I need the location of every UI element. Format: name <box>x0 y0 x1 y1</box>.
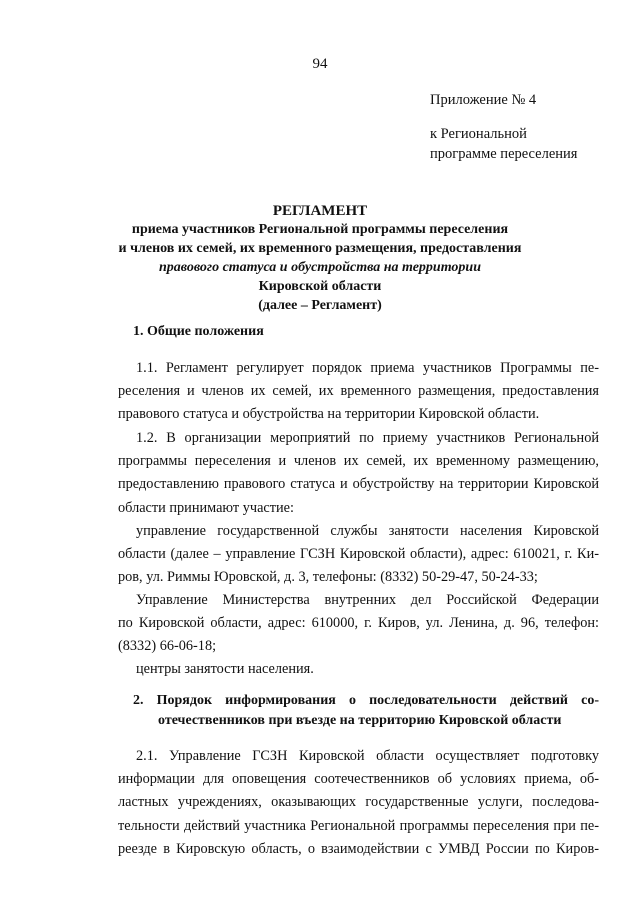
paragraph-1-1 <box>118 357 599 427</box>
p-1-1-line-3: правового статуса и обустройства на территории Кировской области. <box>118 406 540 423</box>
section-1-heading: 1. Общие положения <box>133 324 264 339</box>
page-number: 94 <box>312 56 328 72</box>
title-line-5: (далее – Регламент) <box>258 298 382 313</box>
p-1-2-line-4: области принимают участие: <box>118 499 294 516</box>
section-2-heading <box>118 691 599 731</box>
title-line-4: Кировской области <box>258 279 382 294</box>
p-1-1-line-2: реселения и членов их семей, их временного размещения, предоставления <box>118 383 599 400</box>
paragraph-1-2 <box>118 427 599 520</box>
p-part2-line-2: по Кировской области, адрес: 610000, г. Киров, ул. Ленина, д. 96, телефон: <box>118 615 599 632</box>
title-line-2: и членов их семей, их временного размещения, предоставления <box>118 241 522 256</box>
p-part1-line-3: ров, ул. Риммы Юровской, д. 3, телефоны: (8332) 50-29-47, 50-24-33; <box>118 569 538 586</box>
appendix-line-3: программе переселения <box>430 146 578 162</box>
appendix-line-2: к Региональной <box>430 126 527 142</box>
paragraph-participant-3 <box>118 658 599 681</box>
p-1-2-line-1: 1.2. В организации мероприятий по приему участников Региональной <box>136 430 599 446</box>
section-2-heading-line-2: отечественников при въезде на территорию Кировской области <box>158 713 562 728</box>
paragraph-participant-2 <box>118 589 599 659</box>
p-2-1-line-3: ластных учреждениях, оказывающих государственные услуги, последова- <box>118 794 599 811</box>
p-1-2-line-2: программы переселения и членов их семей, их временному размещению, <box>118 453 599 470</box>
p-1-1-line-1: 1.1. Регламент регулирует порядок приема участников Программы пе- <box>136 360 599 376</box>
title-line-1: приема участников Региональной программы переселения <box>131 222 509 237</box>
paragraph-2-1 <box>118 745 599 861</box>
title-line-3 <box>0 258 640 277</box>
appendix-number: Приложение № 4 <box>430 92 537 108</box>
p-part1-line-1: управление государственной службы занятости населения Кировской <box>136 523 599 539</box>
p-part2-line-3: (8332) 66-06-18; <box>118 638 217 655</box>
p-2-1-line-2: информации для оповещения соотечественников об условиях приема, об- <box>118 771 599 788</box>
section-2-heading-line-1: 2. Порядок информирования о последовательности действий со- <box>133 693 599 708</box>
title-line-3-text: правового статуса и обустройства на территории <box>158 260 481 275</box>
p-2-1-line-4: тельности действий участника Региональной программы переселения при пе- <box>118 817 599 834</box>
p-part3-line-1: центры занятости населения. <box>136 661 314 677</box>
p-part2-line-1: Управление Министерства внутренних дел Российской Федерации <box>136 592 599 608</box>
p-part1-line-2: области (далее – управление ГСЗН Кировской области), адрес: 610021, г. Ки- <box>118 546 599 563</box>
paragraph-participant-1 <box>118 520 599 590</box>
p-1-2-line-3: предоставлению правового статуса и обустройству на территории Кировской <box>118 476 599 493</box>
p-2-1-line-1: 2.1. Управление ГСЗН Кировской области осуществляет подготовку <box>136 748 599 764</box>
document-title: РЕГЛАМЕНТ <box>272 203 368 219</box>
p-2-1-line-5: реезде в Кировскую область, о взаимодействии с УМВД России по Киров- <box>118 840 599 857</box>
